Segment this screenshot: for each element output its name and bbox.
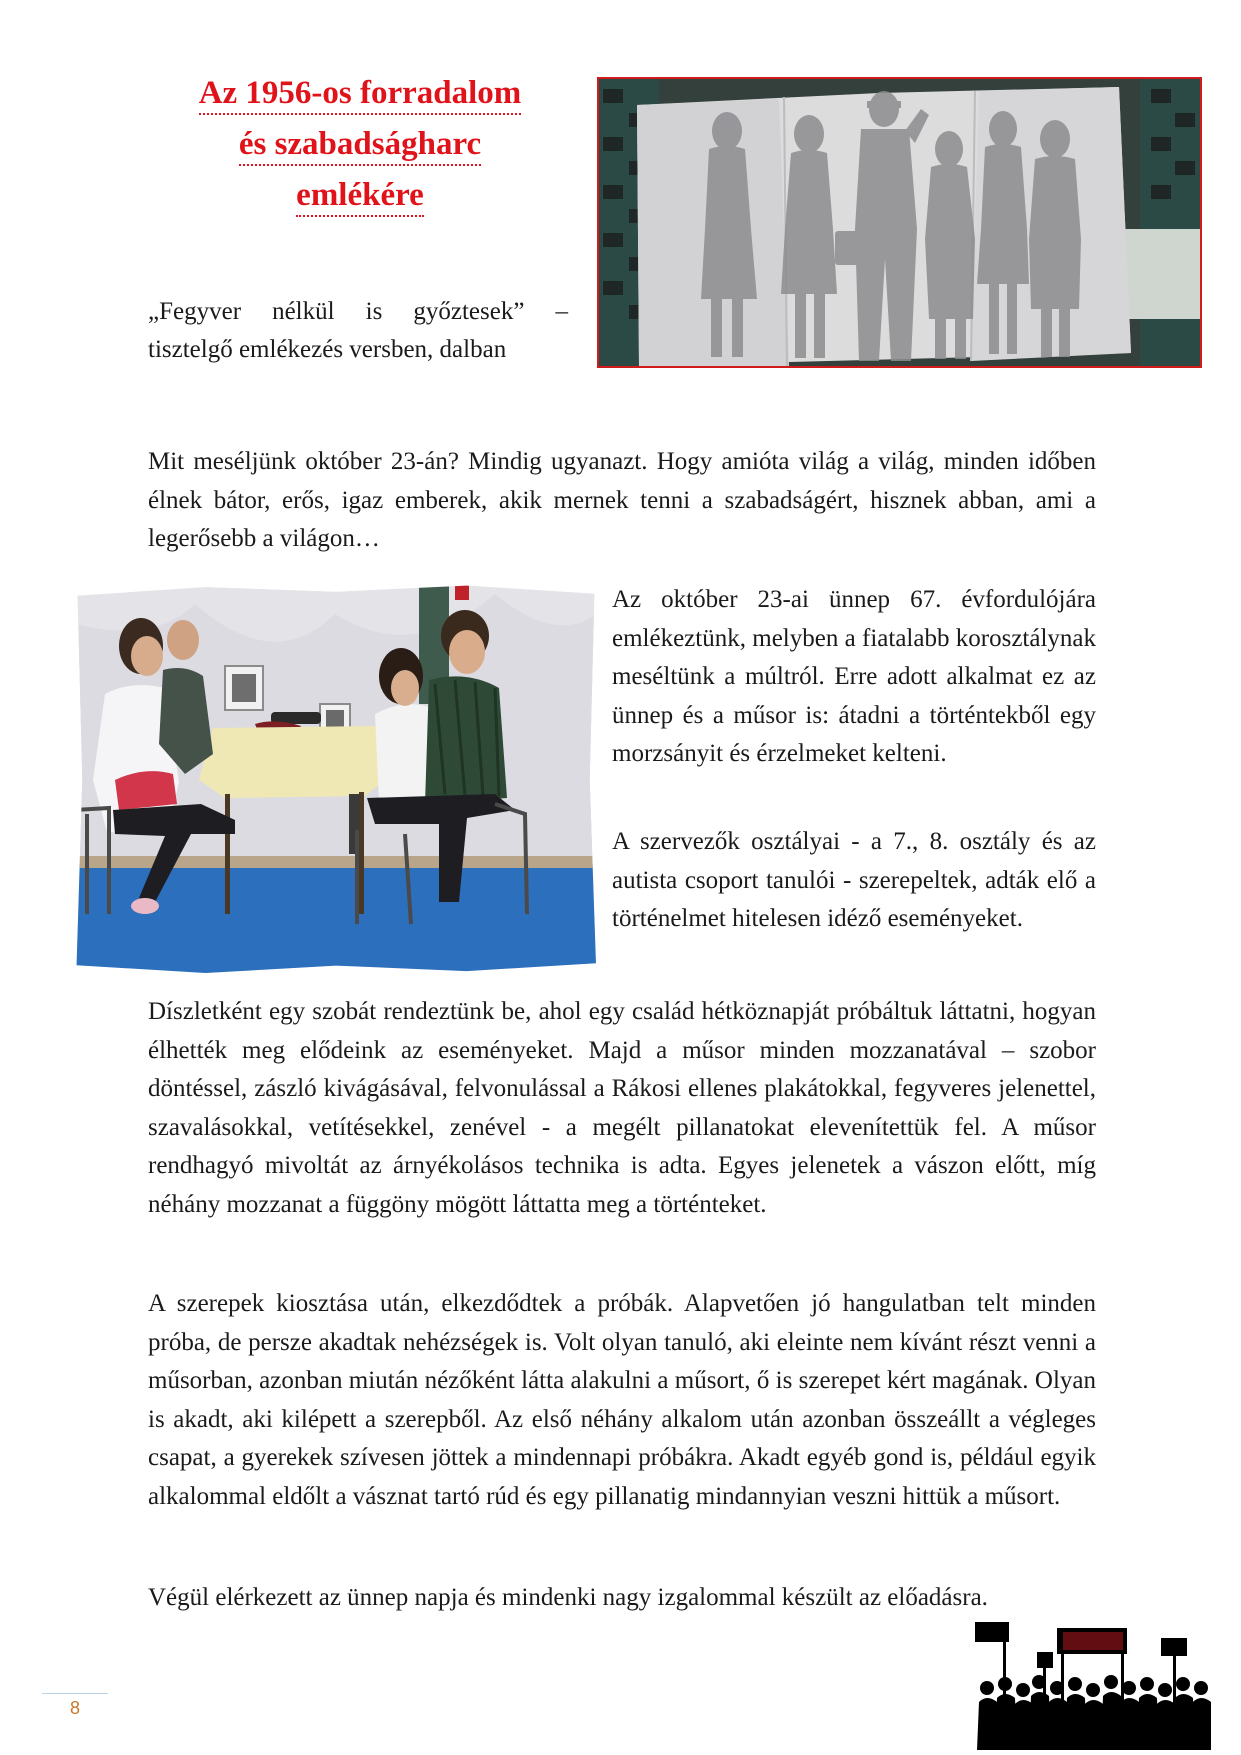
title-line-1: Az 1956-os forradalom [199, 73, 522, 115]
finale-paragraph: Végül elérkezett az ünnep napja és mindenki nagy izgalommal készült az előadásra. [148, 1584, 988, 1611]
subtitle [148, 293, 568, 369]
scenery-paragraph: Díszletként egy szobát rendeztünk be, ahol egy család hétköznapját próbáltuk láttatni, hogyan élhették meg elődeink az eseményeket. Majd a műsor minden mozzanatával – szobor döntéssel, zászló kivágásával, felvonulással a Rákosi ellenes plakátokkal, fegyveres jelenettel, szavalásokkal, vetítésekkel, zenével - a megélt pillanatokat elevenítettük fel. A műsor rendhagyó mivoltát az árnyékolásos technika is adta. Egyes jelenetek a vászon előtt, míg néhány mozzanat a függöny mögött láttatta meg a történteket. [148, 998, 1096, 1218]
subtitle-line-2: tisztelgő emlékezés versben, dalban [148, 336, 507, 363]
page-number: 8 [42, 1693, 108, 1719]
title-line-3: emlékére [296, 175, 424, 217]
page-title [140, 68, 580, 221]
rehearsals-paragraph: A szerepek kiosztása után, elkezdődtek a próbák. Alapvetően jó hangulatban telt minden próba, de persze akadtak nehézségek is. Volt olyan tanuló, aki eleinte nem kívánt részt venni a műsorban, azonban miután nézőként látta alakulni a műsort, ő is szerepet kért magának. Olyan is akadt, aki kilépett a szerepből. Az első néhány alkalom után azonban összeállt a végleges csapat, a gyerekek szívesen jöttek a mindennapi próbákra. Akadt egyéb gond is, például egyik alkalommal eldőlt a vásznat tartó rúd és egy pillanatig mindannyian veszni hittük a műsort. [148, 1290, 1096, 1510]
title-line-2: és szabadságharc [239, 124, 481, 166]
shadow-theatre-photo [597, 77, 1202, 368]
organizers-paragraph: A szervezők osztályai - a 7., 8. osztály és az autista csoport tanulói - szerepeltek, adták elő a történelmet hitelesen idéző eseményeket. [612, 828, 1096, 932]
subtitle-line-1: „Fegyver nélkül is győztesek” – [148, 298, 568, 325]
anniversary-paragraph: Az október 23-ai ünnep 67. évfordulójára emlékeztünk, melyben a fiatalabb korosztálynak meséltünk a múltról. Erre adott alkalmat ez az ünnep és a műsor is: átadni a történtekből egy morzsányit és érzelmeket kelteni. [612, 586, 1096, 767]
family-scene-photo [75, 584, 597, 975]
intro-paragraph: Mit meséljünk október 23-án? Mindig ugyanazt. Hogy amióta világ a világ, minden időben élnek bátor, erős, igaz emberek, akik mernek tenni a szabadságért, hisznek abban, ami a legerősebb a világon… [148, 448, 1096, 552]
protest-crowd-icon [975, 1622, 1211, 1750]
